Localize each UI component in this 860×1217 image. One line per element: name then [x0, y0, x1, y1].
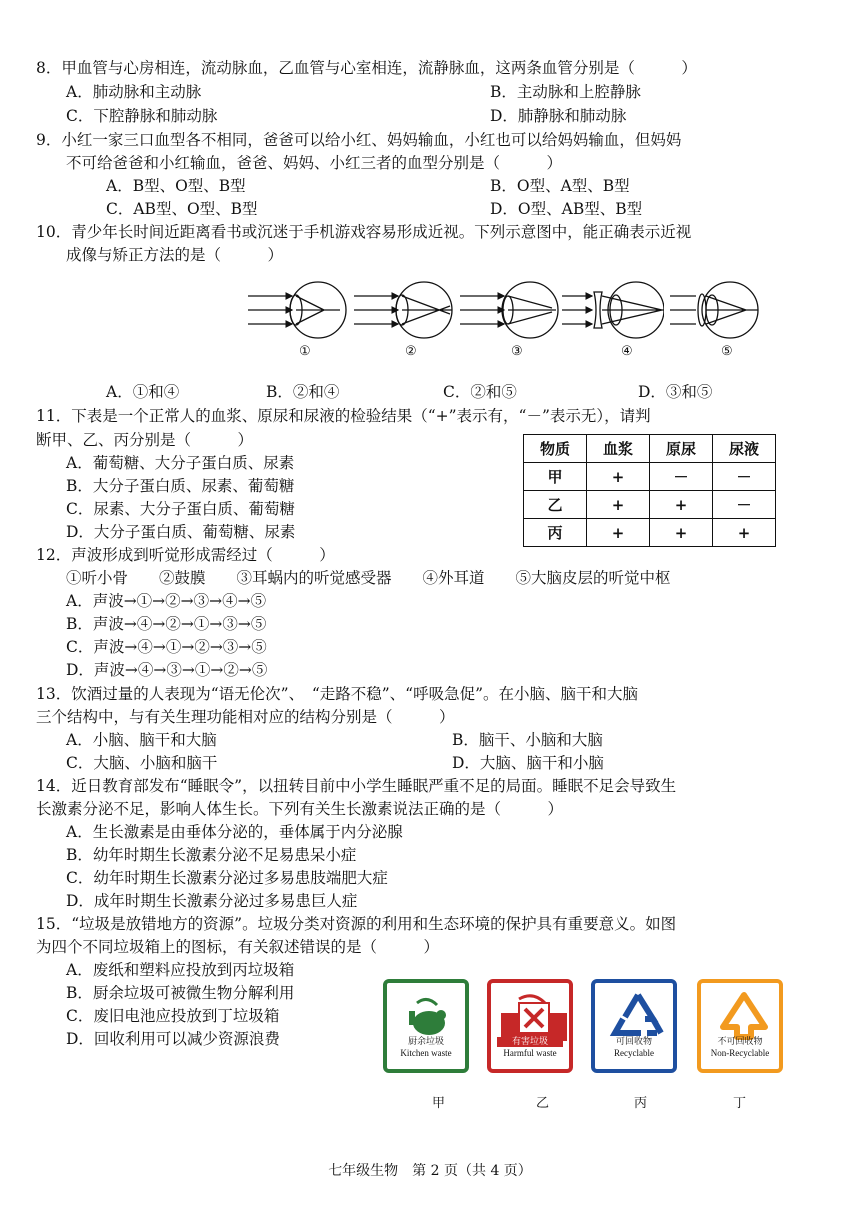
table-cell: － — [713, 491, 776, 519]
q10-option-d: D．③和⑤ — [638, 383, 713, 401]
q14-stem-line2: 长激素分泌不足，影响人体生长。下列有关生长激素说法正确的是（ ） — [36, 800, 564, 818]
eye-diagrams — [244, 278, 664, 350]
q14-option-b: B．幼年时期生长激素分泌不足易患呆小症 — [66, 846, 357, 864]
table-cell: 甲 — [524, 463, 587, 491]
eye-diagram-2 — [354, 282, 452, 338]
q8-option-b: B．主动脉和上腔静脉 — [490, 83, 641, 101]
q8-option-c: C．下腔静脉和肺动脉 — [66, 107, 218, 125]
q8-option-d: D．肺静脉和肺动脉 — [490, 107, 627, 125]
table-cell: + — [650, 519, 713, 547]
eye-diagram-1 — [248, 282, 346, 338]
table-cell: + — [587, 491, 650, 519]
table-header: 物质 — [524, 435, 587, 463]
eye-diagram-4 — [562, 282, 664, 338]
eye-label-1: ① — [299, 344, 311, 359]
table-cell: － — [713, 463, 776, 491]
q15-stem-line2: 为四个不同垃圾箱上的图标，有关叙述错误的是（ ） — [36, 938, 440, 956]
q8-option-a: A．肺动脉和主动脉 — [66, 83, 202, 101]
recyclable-bin-icon — [591, 979, 677, 1073]
bin-label-cn: 厨余垃圾 — [407, 1037, 444, 1047]
table-row — [524, 463, 776, 491]
eye-diagram-3 — [460, 282, 558, 338]
q13-stem-line1: 13．饮酒过量的人表现为“语无伦次”、 “走路不稳”、“呼吸急促”。在小脑、脑干和大脑 — [36, 685, 639, 703]
q11-stem-line2: 断甲、乙、丙分别是（ ） — [36, 431, 254, 449]
q10-option-c: C．②和⑤ — [443, 383, 517, 401]
q11-table — [523, 434, 776, 547]
q9-option-a: A．B型、O型、B型 — [106, 177, 246, 195]
q9-option-b: B．O型、A型、B型 — [490, 177, 630, 195]
bin-label-cn: 有害垃圾 — [497, 1037, 563, 1047]
q13-option-c: C．大脑、小脑和脑干 — [66, 754, 218, 772]
non-recyclable-bin-icon — [697, 979, 783, 1073]
bin-caption: 丙 — [634, 1096, 648, 1111]
q9-stem-line2: 不可给爸爸和小红输血，爸爸、妈妈、小红三者的血型分别是（ ） — [66, 154, 563, 172]
table-cell: + — [650, 491, 713, 519]
q14-option-a: A．生长激素是由垂体分泌的，垂体属于内分泌腺 — [66, 823, 403, 841]
table-header-row — [524, 435, 776, 463]
eye-label-4: ④ — [621, 344, 633, 359]
q13-stem-line2: 三个结构中，与有关生理功能相对应的结构分别是（ ） — [36, 708, 455, 726]
q12-option-c: C．声波→④→①→②→③→⑤ — [66, 638, 267, 656]
q11-option-c: C．尿素、大分子蛋白质、葡萄糖 — [66, 500, 295, 518]
q10-option-b: B．②和④ — [266, 383, 340, 401]
eye-label-5: ⑤ — [721, 344, 733, 359]
q13-option-b: B．脑干、小脑和大脑 — [452, 731, 603, 749]
q12-stem: 12．声波形成到听觉形成需经过（ ） — [36, 546, 335, 564]
q12-option-a: A．声波→①→②→③→④→⑤ — [66, 592, 267, 610]
q14-stem-line1: 14．近日教育部发布“睡眠令”，以扭转目前中小学生睡眠严重不足的局面。睡眠不足会导致生 — [36, 777, 677, 795]
table-row — [524, 491, 776, 519]
q12-option-b: B．声波→④→②→①→③→⑤ — [66, 615, 267, 633]
q14-option-c: C．幼年时期生长激素分泌过多易患肢端肥大症 — [66, 869, 388, 887]
page-footer: 七年级生物 第 2 页（共 4 页） — [328, 1163, 532, 1179]
q15-option-d: D．回收利用可以减少资源浪费 — [66, 1030, 280, 1048]
table-cell: + — [713, 519, 776, 547]
table-row — [524, 519, 776, 547]
q10-stem-line2: 成像与矫正方法的是（ ） — [66, 246, 284, 264]
q9-option-d: D．O型、AB型、B型 — [490, 200, 643, 218]
q9-option-c: C．AB型、O型、B型 — [106, 200, 258, 218]
q12-items: ①听小骨 ②鼓膜 ③耳蜗内的听觉感受器 ④外耳道 ⑤大脑皮层的听觉中枢 — [66, 569, 671, 587]
food-scraps-icon — [393, 993, 467, 1043]
table-cell: + — [587, 519, 650, 547]
eye-diagram-5 — [668, 278, 768, 350]
q15-option-a: A．废纸和塑料应投放到丙垃圾箱 — [66, 961, 295, 979]
q9-stem-line1: 9．小红一家三口血型各不相同，爸爸可以给小红、妈妈输血，小红也可以给妈妈输血，但妈妈 — [36, 131, 682, 149]
bin-caption: 乙 — [536, 1096, 550, 1111]
q10-stem-line1: 10．青少年长时间近距离看书或沉迷于手机游戏容易形成近视。下列示意图中，能正确表示近视 — [36, 223, 692, 241]
q14-option-d: D．成年时期生长激素分泌过多易患巨人症 — [66, 892, 358, 910]
q11-stem-line1: 11．下表是一个正常人的血浆、原尿和尿液的检验结果（“+”表示有，“－”表示无），请判 — [36, 407, 651, 425]
bin-label-en: Recyclable — [614, 1048, 654, 1058]
q8-stem: 8．甲血管与心房相连，流动脉血，乙血管与心室相连，流静脉血，这两条血管分别是（ ） — [36, 59, 697, 77]
bin-label-en: Kitchen waste — [400, 1048, 452, 1058]
q13-option-a: A．小脑、脑干和大脑 — [66, 731, 217, 749]
q11-option-b: B．大分子蛋白质、尿素、葡萄糖 — [66, 477, 295, 495]
bin-label-en: Non-Recyclable — [710, 1048, 770, 1058]
table-header: 血浆 — [587, 435, 650, 463]
bin-label-cn: 不可回收物 — [717, 1037, 763, 1047]
q10-option-a: A．①和④ — [106, 383, 180, 401]
table-cell: － — [650, 463, 713, 491]
q11-option-d: D．大分子蛋白质、葡萄糖、尿素 — [66, 523, 296, 541]
q11-option-a: A．葡萄糖、大分子蛋白质、尿素 — [66, 454, 295, 472]
table-cell: 丙 — [524, 519, 587, 547]
q15-stem-line1: 15．“垃圾是放错地方的资源”。垃圾分类对资源的利用和生态环境的保护具有重要意义。如图 — [36, 915, 677, 933]
bin-label-en: Harmful waste — [503, 1048, 557, 1058]
bin-caption: 甲 — [432, 1096, 446, 1111]
table-cell: 乙 — [524, 491, 587, 519]
q12-option-d: D．声波→④→③→①→②→⑤ — [66, 661, 268, 679]
eye-label-3: ③ — [511, 344, 523, 359]
q15-option-c: C．废旧电池应投放到丁垃圾箱 — [66, 1007, 280, 1025]
bin-label-cn: 可回收物 — [615, 1037, 652, 1047]
q13-option-d: D．大脑、脑干和小脑 — [452, 754, 604, 772]
table-header: 尿液 — [713, 435, 776, 463]
q15-option-b: B．厨余垃圾可被微生物分解利用 — [66, 984, 295, 1002]
table-header: 原尿 — [650, 435, 713, 463]
kitchen-waste-bin-icon — [383, 979, 469, 1073]
eye-label-2: ② — [405, 344, 417, 359]
bin-caption: 丁 — [733, 1096, 747, 1111]
table-cell: + — [587, 463, 650, 491]
harmful-waste-bin-icon — [487, 979, 573, 1073]
